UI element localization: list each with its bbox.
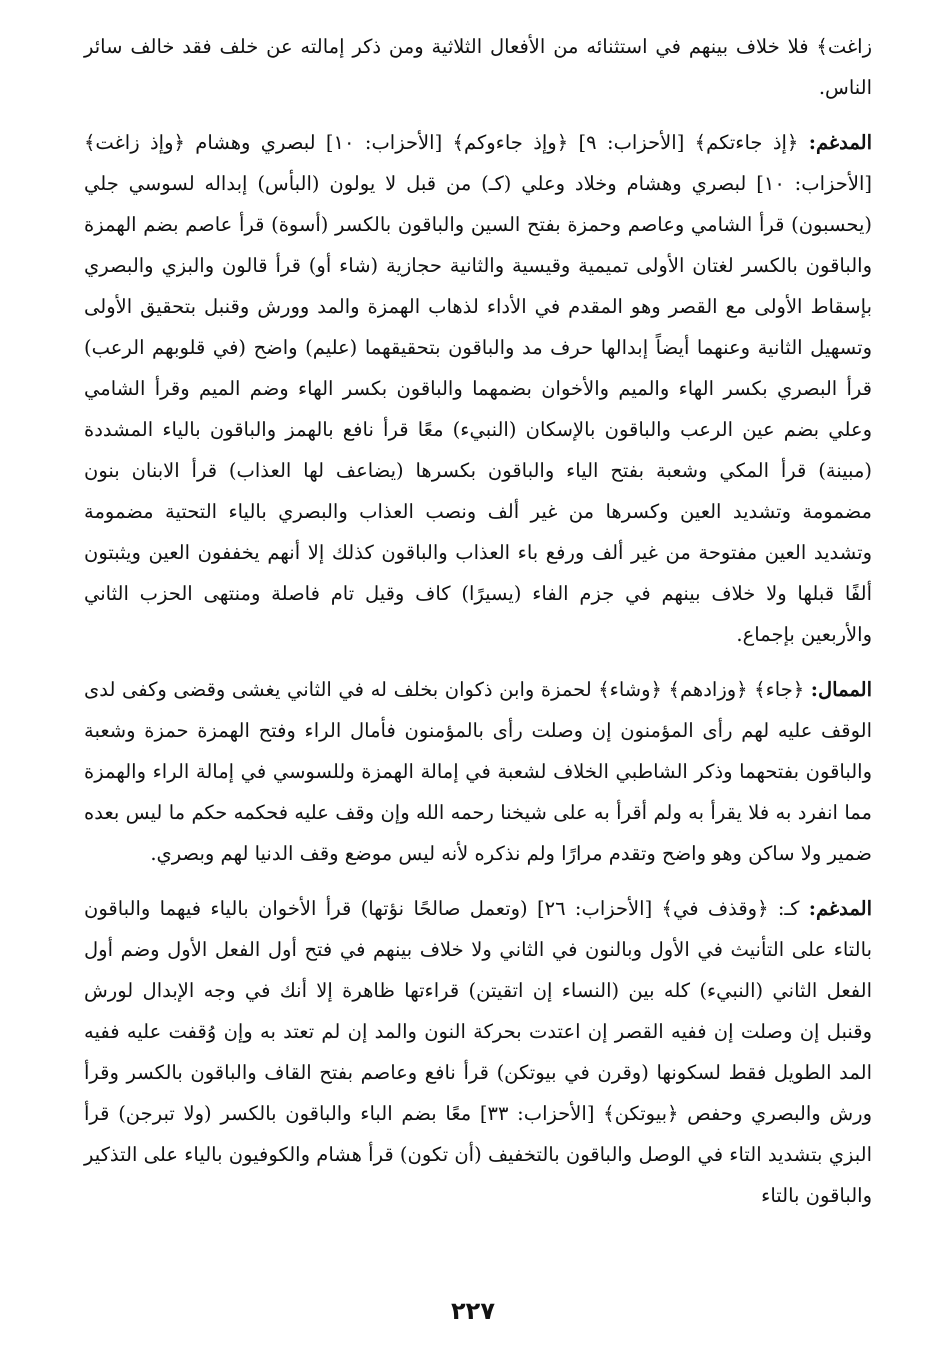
- paragraph-mudgham: [84, 122, 872, 655]
- paragraph-text: ﴿إذ جاءتكم﴾ [الأحزاب: ٩] ﴿وإذ جاءوكم﴾ [الأحزاب: ١٠] لبصري وهشام ﴿وإذ زاغت﴾ [الأحزاب: ١٠] لبصري وهشام وخلاد وعلي (كـ) من قبل لا يولون (البأس) إبداله لسوسي جلي (يحسبون) قرأ الشامي وعاصم وحمزة بفتح السين والباقون بالكسر (أسوة) قرأ عاصم بضم الهمزة والباقون بالكسر لغتان الأولى تميمية وقيسية والثانية حجازية (شاء أو) قرأ قالون والبزي والبصري بإسقاط الأولى مع القصر وهو المقدم في الأداء لذهاب الهمزة والمد وورش وقنبل بتحقيق الأولى وتسهيل الثانية وعنهما أيضاً إبدالها حرف مد والباقون بتحقيقهما (عليم) واضح (في قلوبهم الرعب) قرأ البصري بكسر الهاء والميم والأخوان بضمهما والباقون بكسر الهاء وضم الميم وقرأ الشامي وعلي بضم عين الرعب والباقون بالإسكان (النبيء) معًا قرأ نافع بالهمز والباقون بالياء المشددة (مبينة) قرأ المكي وشعبة بفتح الياء والباقون بكسرها (يضاعف لها العذاب) قرأ الابنان بنون مضمومة وتشديد العين وكسرها من غير ألف ونصب العذاب والبصري بالياء التحتية مضمومة وتشديد العين مفتوحة من غير ألف ورفع باء العذاب والباقون كذلك إلا أنهم يخففون العين ويثبتون ألفًا قبلها ولا خلاف بينهم في جزم الفاء (يسيرًا) كاف وقيل تام فاصلة ومنتهى الحزب الثاني والأربعين بإجماع.: [84, 131, 872, 646]
- paragraph-continuation: [84, 26, 872, 108]
- page-body: [84, 26, 872, 1216]
- paragraph-mumal: [84, 669, 872, 874]
- paragraph-mudgham-2: [84, 888, 872, 1216]
- section-label-mudgham: المدغم:: [808, 131, 872, 154]
- section-label-mudgham: المدغم:: [808, 897, 873, 920]
- paragraph-text: كـ: ﴿وقذف في﴾ [الأحزاب: ٢٦] (وتعمل صالحًا نؤتها) قرأ الأخوان بالياء فيهما والباقون بالتاء على التأنيث في الأول وبالنون في الثاني ولا خلاف بينهم في فتح أول الفعل الأول وضم أول الفعل الثاني (النبيء) كله بين (النساء إن اتقيتن) قراءتها ظاهرة إلا أنك في وجه الإبدال لورش وقنبل إن وصلت إن ففيه القصر إن اعتدت بحركة النون والمد إن لم تعتد به وإن وُقفت عليه ففيه المد الطويل فقط لسكونها (وقرن في بيوتكن) قرأ نافع وعاصم بفتح القاف والباقون بالكسر وقرأ ورش والبصري وحفص ﴿بيوتكن﴾ [الأحزاب: ٣٣] معًا بضم الباء والباقون بالكسر (ولا تبرجن) قرأ البزي بتشديد التاء في الوصل والباقون بالتخفيف (أن تكون) قرأ هشام والكوفيون بالياء على التذكير والباقون بالتاء: [84, 897, 872, 1207]
- paragraph-text: زاغت﴾ فلا خلاف بينهم في استثنائه من الأفعال الثلاثية ومن ذكر إمالته عن خلف فقد خالف سائر الناس.: [84, 35, 872, 99]
- paragraph-text: ﴿جاء﴾ ﴿وزادهم﴾ ﴿وشاء﴾ لحمزة وابن ذكوان بخلف له في الثاني يغشى وقضى وكفى لدى الوقف عليه لهم رأى المؤمنون إن وصلت رأى بالمؤمنون فأمال الراء وفتح الهمزة حمزة وشعبة والباقون بفتحهما وذكر الشاطبي الخلاف لشعبة في إمالة الهمزة وللسوسي في إمالة الراء والهمزة مما انفرد به فلا يقرأ به ولم أقرأ به على شيخنا رحمه الله وإن وقف عليه فحكمه حكم ما ليس بعده ضمير ولا ساكن وهو واضح وتقدم مرارًا ولم نذكره لأنه ليس موضع وقف الدنيا لهم وبصري.: [84, 678, 872, 865]
- page-number: ٢٢٧: [451, 1297, 495, 1325]
- section-label-mumal: الممال:: [810, 678, 872, 701]
